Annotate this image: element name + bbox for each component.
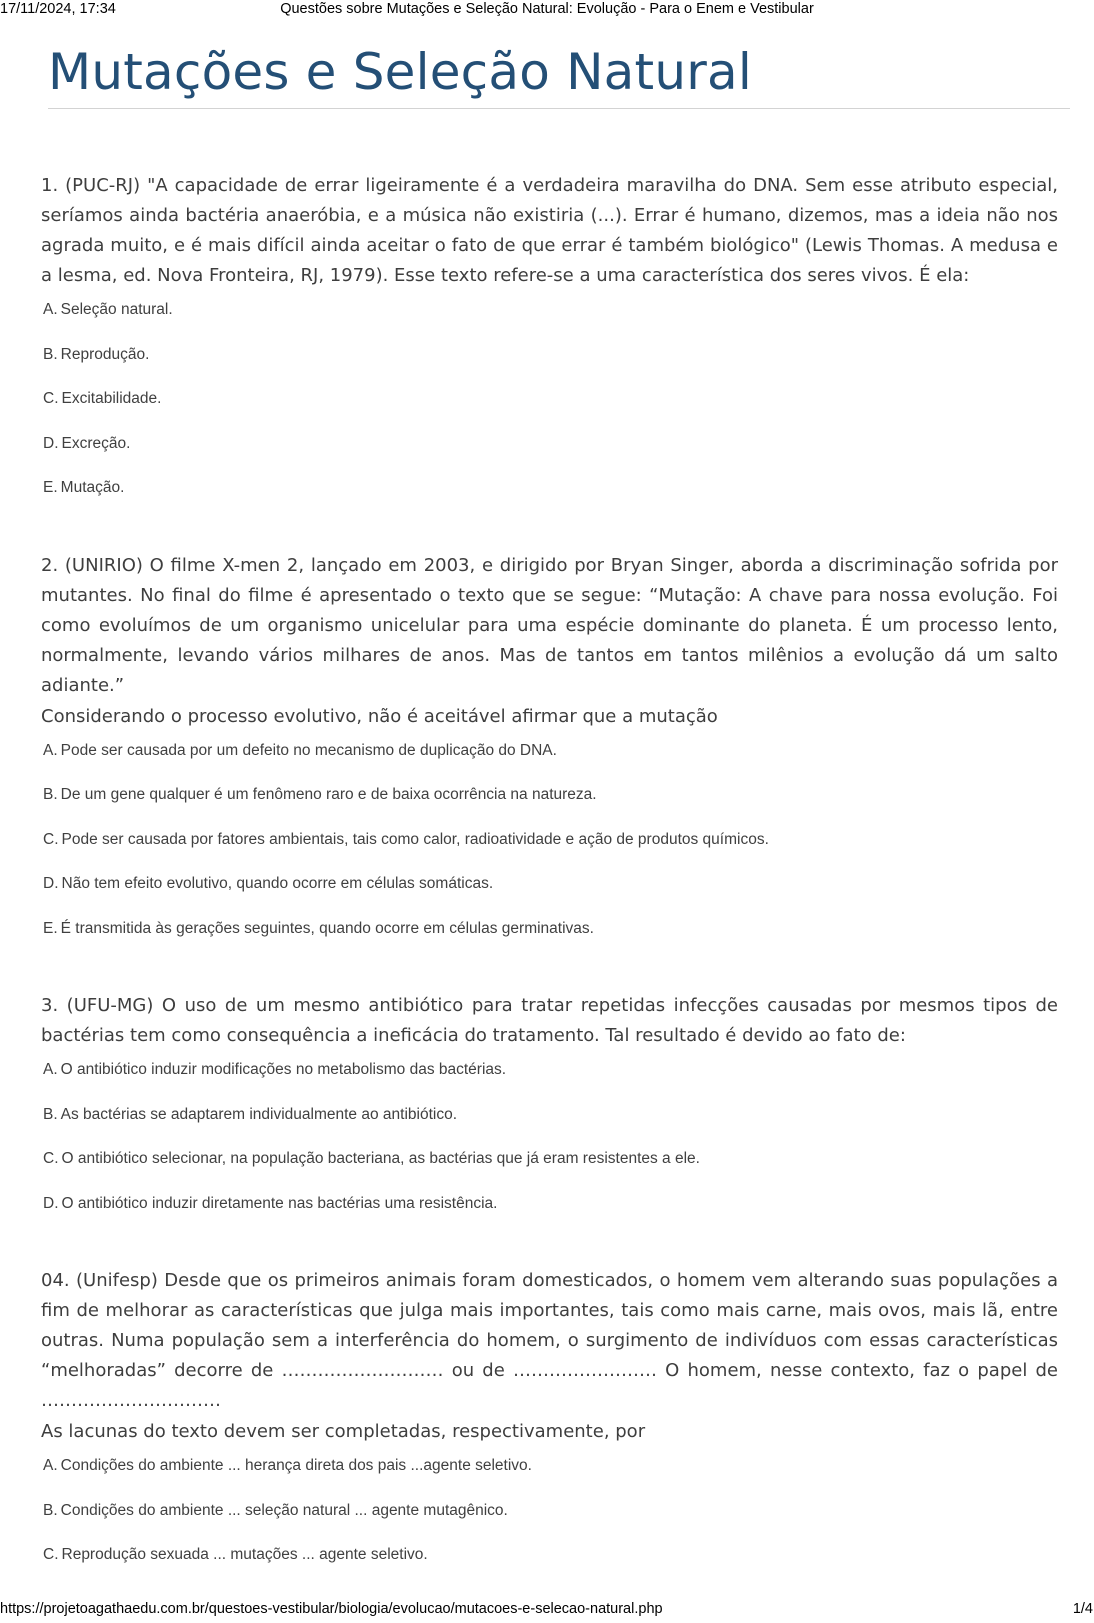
option-text: Condições do ambiente ... seleção natural ... agente mutagênico. xyxy=(60,1501,508,1519)
print-document-title: Questões sobre Mutações e Seleção Natural: Evolução - Para o Enem e Vestibular xyxy=(280,1,814,17)
option-b[interactable] xyxy=(41,1104,1058,1149)
option-a[interactable] xyxy=(41,740,1058,785)
print-url: https://projetoagathaedu.com.br/questoes-vestibular/biologia/evolucao/mutacoes-e-selecao-natural.php xyxy=(0,1601,663,1617)
option-d[interactable] xyxy=(41,1193,1058,1238)
option-a[interactable] xyxy=(41,1455,1058,1500)
answer-options xyxy=(41,1059,1058,1237)
option-letter: A. xyxy=(43,1457,58,1474)
option-e[interactable] xyxy=(41,918,1058,963)
option-text: O antibiótico induzir diretamente nas bactérias uma resistência. xyxy=(61,1194,498,1212)
option-text: O antibiótico selecionar, na população bacteriana, as bactérias que já eram resistentes a ele. xyxy=(61,1150,700,1167)
answer-options xyxy=(41,740,1058,963)
option-text: De um gene qualquer é um fenômeno raro e de baixa ocorrência na natureza. xyxy=(60,786,597,803)
option-letter: A. xyxy=(43,741,58,759)
option-text: As bactérias se adaptarem individualmente ao antibiótico. xyxy=(60,1105,457,1123)
option-d[interactable] xyxy=(41,433,1058,478)
option-text: Pode ser causada por fatores ambientais, tais como calor, radioatividade e ação de produtos químicos. xyxy=(61,830,769,848)
option-letter: D. xyxy=(43,1194,59,1212)
option-letter: C. xyxy=(43,1546,59,1563)
option-letter: B. xyxy=(43,1501,58,1519)
option-letter: C. xyxy=(43,830,59,848)
question-text: 2. (UNIRIO) O filme X-men 2, lançado em 2003, e dirigido por Bryan Singer, aborda a discriminação sofrida por mutantes. No final do filme é apresentado o texto que se segue: “Mutação: A chave para nossa evolução. Foi como evoluímos de um organismo unicelular para uma espécie dominante do planeta. É um processo lento, normalmente, levando vários milhares de anos. Mas de tantos em tantos milênios a evolução dá um salto adiante.” xyxy=(41,554,1058,696)
page-title: Mutações e Seleção Natural xyxy=(48,43,752,101)
title-divider xyxy=(48,108,1070,109)
question-prompt: As lacunas do texto devem ser completadas, respectivamente, por xyxy=(41,1421,646,1442)
option-d[interactable] xyxy=(41,873,1058,918)
option-letter: A. xyxy=(43,1061,58,1078)
option-text: Reprodução sexuada ... mutações ... agente seletivo. xyxy=(61,1546,428,1563)
option-letter: E. xyxy=(43,919,58,937)
option-b[interactable] xyxy=(41,784,1058,829)
option-letter: A. xyxy=(43,301,58,318)
option-letter: D. xyxy=(43,875,59,892)
option-c[interactable] xyxy=(41,829,1058,874)
option-text: É transmitida às gerações seguintes, quando ocorre em células germinativas. xyxy=(60,919,594,937)
print-footer xyxy=(0,1601,1094,1619)
option-a[interactable] xyxy=(41,299,1058,344)
option-text: Condições do ambiente ... herança direta dos pais ...agente seletivo. xyxy=(60,1457,532,1474)
option-c[interactable] xyxy=(41,388,1058,433)
answer-options xyxy=(41,299,1058,522)
question-2 xyxy=(41,551,1058,963)
option-c[interactable] xyxy=(41,1148,1058,1193)
option-letter: B. xyxy=(43,786,58,803)
option-letter: B. xyxy=(43,345,58,363)
option-letter: D. xyxy=(43,434,59,452)
option-e[interactable] xyxy=(41,477,1058,522)
print-datetime: 17/11/2024, 17:34 xyxy=(0,1,116,17)
question-text: 1. (PUC-RJ) "A capacidade de errar ligeiramente é a verdadeira maravilha do DNA. Sem esse atributo especial, seríamos ainda bactéria anaeróbia, e a música não existiria (...). Errar é humano, dizemos, mas a ideia não nos agrada muito, e é mais difícil ainda aceitar o fato de que errar é também biológico" (Lewis Thomas. A medusa e a lesma, ed. Nova Fronteira, RJ, 1979). Esse texto refere-se a uma característica dos seres vivos. É ela: xyxy=(41,175,1058,286)
option-text: Excreção. xyxy=(61,434,131,452)
question-text: 04. (Unifesp) Desde que os primeiros animais foram domesticados, o homem vem alterando suas populações a fim de melhorar as características que julga mais importantes, tais como mais carne, mais ovos, mais lã, entre outras. Numa população sem a interferência do homem, o surgimento de indivíduos com essas características “melhoradas” decorre de ……………………… ou de …………………… O homem, nesse contexto, faz o papel de ………………………… xyxy=(41,1270,1058,1411)
option-b[interactable] xyxy=(41,1500,1058,1545)
option-b[interactable] xyxy=(41,344,1058,389)
option-text: Mutação. xyxy=(60,479,125,496)
print-header xyxy=(0,1,1094,19)
option-c[interactable] xyxy=(41,1544,1058,1589)
option-letter: C. xyxy=(43,1150,59,1167)
question-1 xyxy=(41,171,1058,522)
option-text: O antibiótico induzir modificações no metabolismo das bactérias. xyxy=(60,1061,507,1078)
question-text: 3. (UFU-MG) O uso de um mesmo antibiótico para tratar repetidas infecções causadas por mesmos tipos de bactérias tem como consequência a ineficácia do tratamento. Tal resultado é devido ao fato de: xyxy=(41,995,1058,1046)
answer-options xyxy=(41,1455,1058,1589)
option-a[interactable] xyxy=(41,1059,1058,1104)
question-3 xyxy=(41,991,1058,1237)
option-text: Pode ser causada por um defeito no mecanismo de duplicação do DNA. xyxy=(60,741,557,759)
option-letter: B. xyxy=(43,1105,58,1123)
option-letter: C. xyxy=(43,390,59,407)
option-text: Não tem efeito evolutivo, quando ocorre em células somáticas. xyxy=(61,875,494,892)
option-text: Excitabilidade. xyxy=(61,390,162,407)
question-prompt: Considerando o processo evolutivo, não é aceitável afirmar que a mutação xyxy=(41,705,718,727)
questions-list xyxy=(41,171,1058,1618)
question-4 xyxy=(41,1266,1058,1589)
option-letter: E. xyxy=(43,479,58,496)
print-page-number: 1/4 xyxy=(1072,1601,1093,1617)
option-text: Reprodução. xyxy=(60,345,150,363)
option-text: Seleção natural. xyxy=(60,301,173,318)
